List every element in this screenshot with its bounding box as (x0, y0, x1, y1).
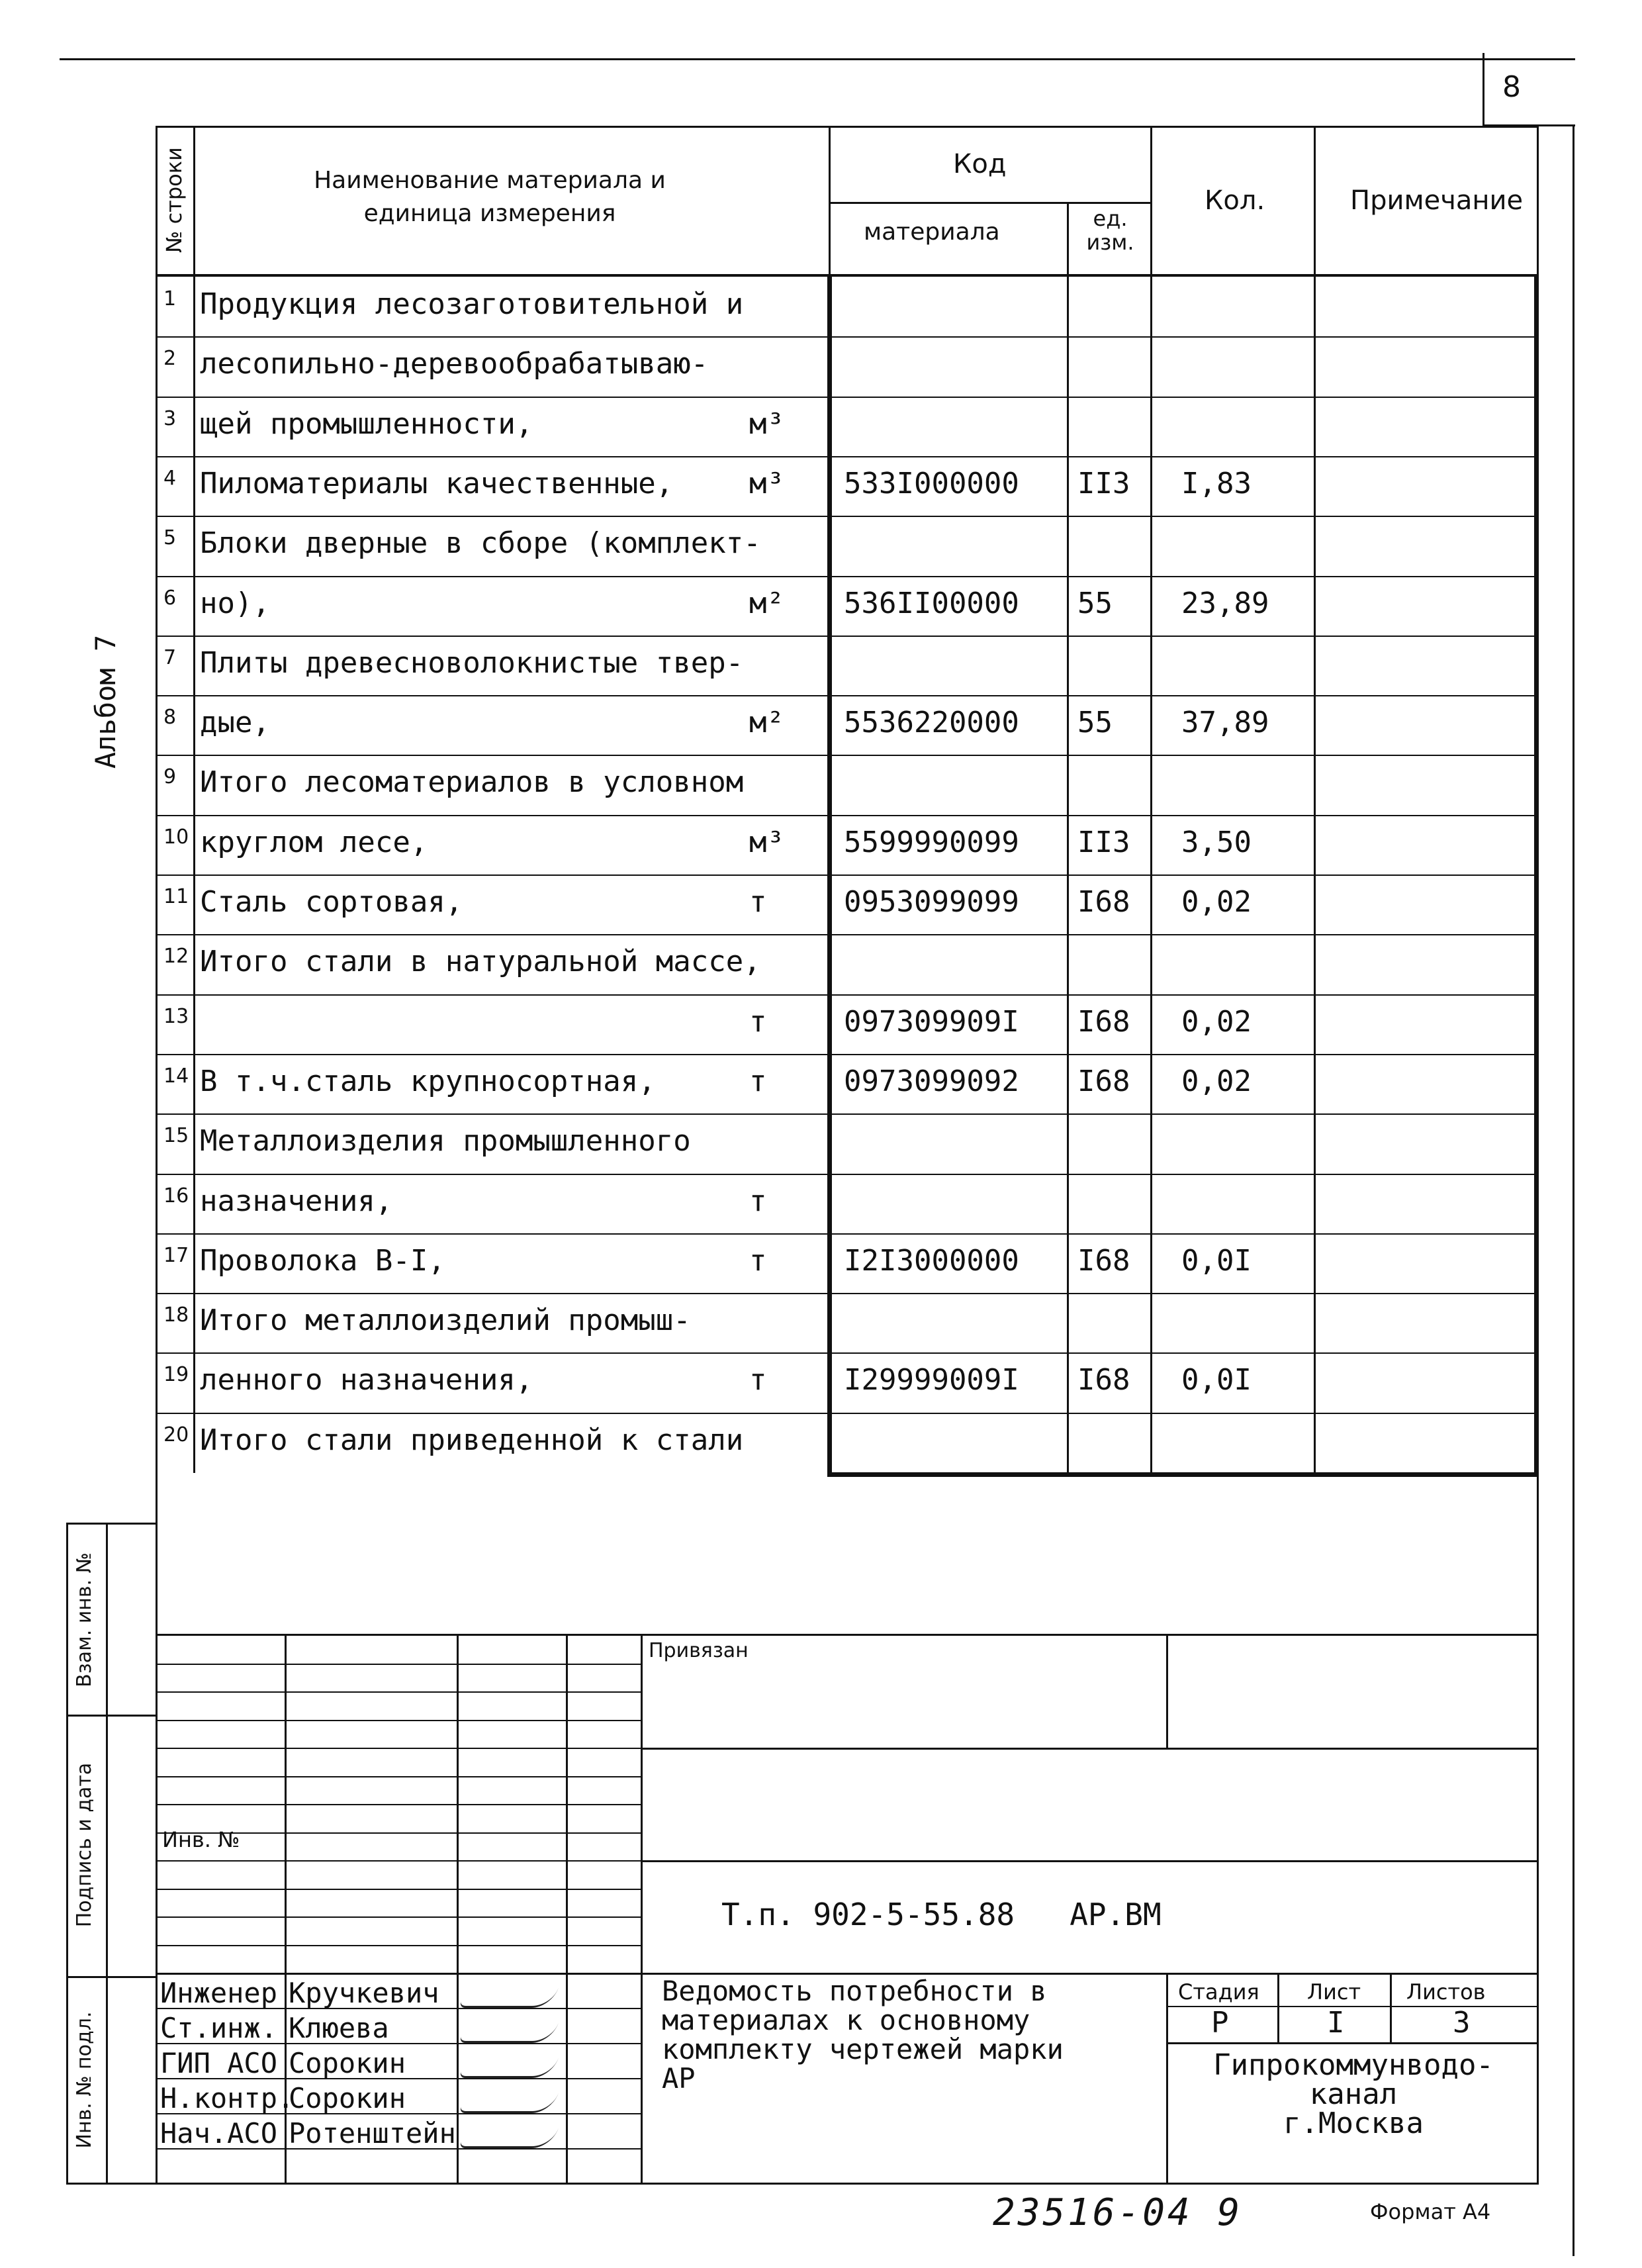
quantity: 23,89 (1181, 586, 1269, 620)
signature-mark (459, 2052, 561, 2078)
organization-line: г.Москва (1283, 2106, 1424, 2140)
unit-symbol: т (749, 1243, 767, 1278)
material-name: но), (200, 586, 270, 620)
material-name: Плиты древесноволокнистые твер- (200, 645, 744, 680)
material-name: Итого стали приведенной к стали (200, 1423, 744, 1457)
material-name: ленного назначения, (200, 1363, 533, 1397)
material-code: 0973099092 (844, 1064, 1019, 1098)
document-title-line: АР (662, 2062, 696, 2095)
row-number: 1 (163, 287, 177, 310)
inv-podl-label: Инв. № подл. (73, 2011, 96, 2149)
album-label: Альбом 7 (89, 634, 122, 769)
row-number: 11 (163, 885, 189, 908)
unit-symbol: м³ (749, 466, 784, 500)
material-name: Итого стали в натуральной массе, (200, 945, 761, 979)
row-number: 6 (163, 586, 177, 610)
unit-symbol: м² (749, 706, 784, 740)
sheet-value: I (1327, 2006, 1345, 2040)
header-unit: ед. изм. (1086, 206, 1134, 255)
material-code: I29999009I (844, 1363, 1019, 1397)
header-name: Наименование материала и единица измерения (314, 167, 666, 227)
document-title (662, 1977, 1064, 2093)
stage-value: Р (1211, 2006, 1229, 2040)
handwritten-number: 23516-04 9 (993, 2191, 1243, 2234)
unit-symbol: т (749, 1064, 767, 1098)
material-code: I2I3000000 (844, 1243, 1019, 1278)
material-code: 5536220000 (844, 706, 1019, 740)
unit-code: I68 (1077, 1004, 1130, 1039)
header-note: Примечание (1350, 185, 1524, 216)
organization-line: канал (1309, 2077, 1398, 2111)
signer-name: Сорокин (289, 2082, 406, 2114)
privyazan-label: Привязан (649, 1639, 749, 1662)
signer-role: Ст.инж. (160, 2012, 278, 2044)
sheets-value: 3 (1453, 2006, 1471, 2040)
header-material: материала (864, 218, 1000, 246)
row-number: 5 (163, 526, 177, 550)
row-number: 18 (163, 1303, 189, 1327)
row-number: 4 (163, 466, 177, 490)
row-number: 2 (163, 347, 177, 371)
format-label: Формат А4 (1370, 2199, 1491, 2224)
unit-symbol: м² (749, 586, 784, 620)
signature-mark (459, 2122, 561, 2148)
unit-symbol: м³ (749, 825, 784, 859)
quantity: 0,02 (1181, 1064, 1252, 1098)
inv-no-label: Инв. № (162, 1827, 240, 1852)
signer-role: Инженер (160, 1977, 278, 2009)
unit-symbol: м³ (749, 406, 784, 441)
material-name: дые, (200, 706, 270, 740)
row-number: 8 (163, 706, 177, 730)
unit-symbol: т (749, 1004, 767, 1039)
material-name: лесопильно-деревообрабатываю- (200, 347, 709, 381)
page-number: 8 (1502, 70, 1521, 104)
row-number: 20 (163, 1423, 189, 1446)
row-number: 3 (163, 406, 177, 430)
organization-line: Гипрокоммунводо- (1213, 2048, 1494, 2082)
unit-symbol: т (749, 885, 767, 919)
material-name: Сталь сортовая, (200, 885, 463, 919)
signer-role: Н.контр. (160, 2082, 295, 2114)
stage-label: Стадия (1178, 1979, 1259, 2005)
material-name: Проволока В-I, (200, 1243, 445, 1278)
document-title-line: комплекту чертежей марки (662, 2033, 1064, 2065)
material-name: круглом лесе, (200, 825, 428, 859)
material-code: 5599990099 (844, 825, 1019, 859)
signer-name: Сорокин (289, 2047, 406, 2079)
signature-mark (459, 1982, 561, 2008)
unit-code: I68 (1077, 1243, 1130, 1278)
material-name: щей промышленности, (200, 406, 533, 441)
organization-name (1168, 2048, 1539, 2140)
signer-role: ГИП АСО (160, 2047, 278, 2079)
material-code: 0953099099 (844, 885, 1019, 919)
header-row-number: № строки (161, 147, 187, 253)
document-title-line: Ведомость потребности в (662, 1975, 1047, 2007)
quantity: I,83 (1181, 466, 1252, 500)
unit-code: I68 (1077, 885, 1130, 919)
material-name: Блоки дверные в сборе (комплект- (200, 526, 761, 561)
material-name: назначения, (200, 1184, 393, 1218)
unit-symbol: т (749, 1363, 767, 1397)
row-number: 19 (163, 1363, 189, 1387)
quantity: 37,89 (1181, 706, 1269, 740)
sheets-label: Листов (1406, 1979, 1486, 2005)
unit-code: 55 (1077, 706, 1113, 740)
signer-name: Клюева (289, 2012, 389, 2044)
material-name: В т.ч.сталь крупносортная, (200, 1064, 656, 1098)
material-code: 536II00000 (844, 586, 1019, 620)
document-title-line: материалах к основному (662, 2004, 1030, 2036)
material-name: Металлоизделия промышленного (200, 1124, 691, 1158)
document-designation: Т.п. 902-5-55.88 АР.ВМ (721, 1897, 1162, 1932)
quantity: 0,0I (1181, 1243, 1252, 1278)
header-code: Код (953, 149, 1007, 179)
podpis-data-label: Подпись и дата (73, 1762, 96, 1928)
signature-mark (459, 2017, 561, 2043)
quantity: 3,50 (1181, 825, 1252, 859)
row-number: 9 (163, 765, 177, 789)
row-number: 7 (163, 645, 177, 669)
unit-code: I68 (1077, 1064, 1130, 1098)
unit-symbol: т (749, 1184, 767, 1218)
row-number: 13 (163, 1004, 189, 1028)
unit-code: II3 (1077, 825, 1130, 859)
unit-code: I68 (1077, 1363, 1130, 1397)
signer-role: Нач.АСО (160, 2117, 278, 2150)
signer-name: Кручкевич (289, 1977, 439, 2009)
row-number: 10 (163, 825, 189, 849)
quantity: 0,02 (1181, 1004, 1252, 1039)
material-code: 533I000000 (844, 466, 1019, 500)
material-name: Продукция лесозаготовительной и (200, 287, 744, 321)
quantity: 0,02 (1181, 885, 1252, 919)
material-code: 097309909I (844, 1004, 1019, 1039)
quantity: 0,0I (1181, 1363, 1252, 1397)
row-number: 12 (163, 945, 189, 969)
signature-mark (459, 2087, 561, 2113)
material-name: Итого металлоизделий промыш- (200, 1303, 691, 1338)
unit-code: II3 (1077, 466, 1130, 500)
material-name: Пиломатериалы качественные, (200, 466, 674, 500)
row-number: 15 (163, 1124, 189, 1148)
vzam-inv-label: Взам. инв. № (73, 1552, 96, 1687)
row-number: 17 (163, 1243, 189, 1267)
row-number: 14 (163, 1064, 189, 1088)
sheet-label: Лист (1307, 1979, 1361, 2005)
header-quantity: Кол. (1205, 185, 1265, 216)
unit-code: 55 (1077, 586, 1113, 620)
row-number: 16 (163, 1184, 189, 1207)
material-name: Итого лесоматериалов в условном (200, 765, 744, 800)
signer-name: Ротенштейн (289, 2117, 456, 2150)
